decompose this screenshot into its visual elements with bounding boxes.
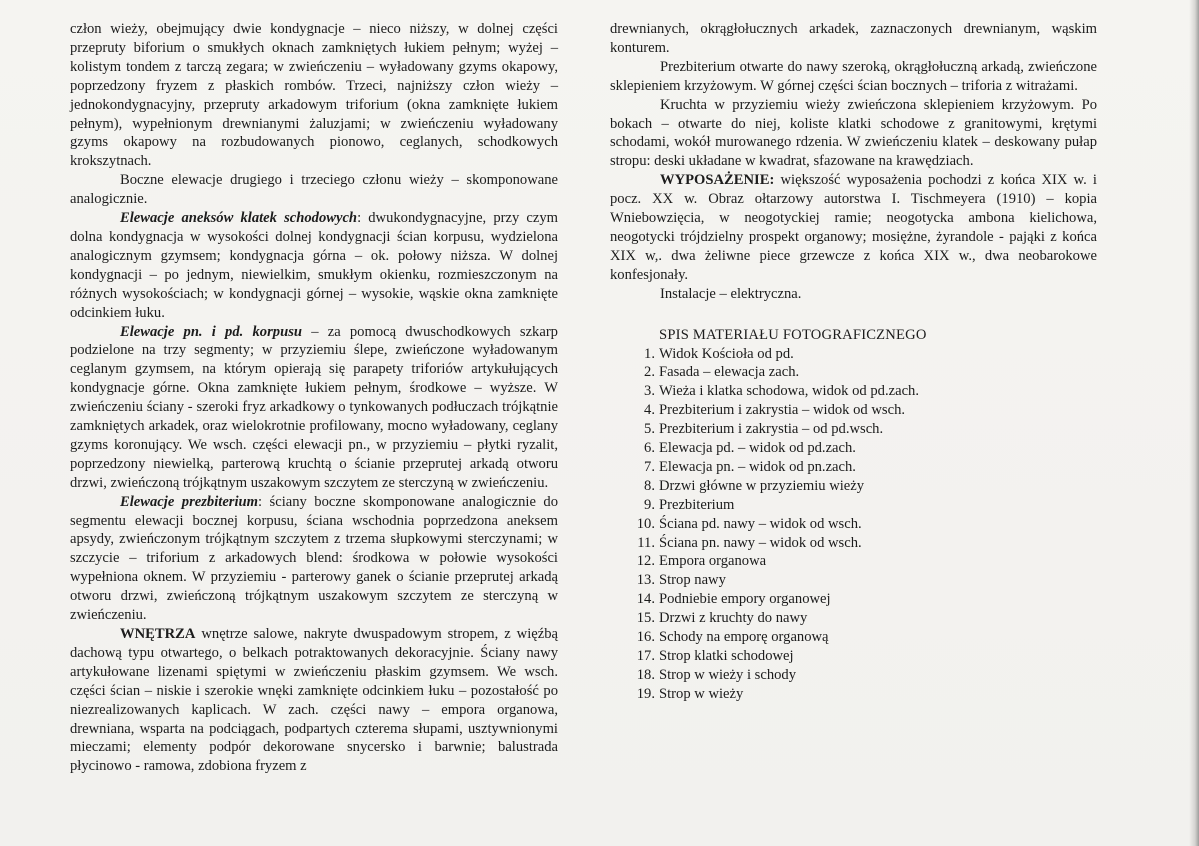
photo-list-number: 13. bbox=[636, 572, 655, 589]
photo-list-item bbox=[610, 439, 1097, 458]
photo-list-item bbox=[610, 515, 1097, 534]
paragraph: drewnianych, okrągłołucznych arkadek, zaznaczonych drewnianym, wąskim konturem. bbox=[610, 21, 1097, 56]
right-column bbox=[610, 20, 1097, 704]
photo-list-text: Strop w wieży bbox=[659, 685, 744, 702]
paragraph: Instalacje – elektryczna. bbox=[660, 285, 802, 302]
paragraph bbox=[70, 625, 558, 776]
paragraph-text: wnętrze salowe, nakryte dwuspadowym stropem, z więźbą dachową typu otwartego, o belkach potraktowanych dekoracyjnie. Ściany nawy artykułowane lizenami spiętymi w zwieńczeniu płaskim gzymsem. We wsch. części ścian – niskie i szerokie wnęki zamknięte odcinkiem łuku – pozostałość po niezrealizowanych kaplicach. W zach. części nawy – empora organowa, drewniana, wsparta na podciągach, podpartych czterema słupami, usztywnionymi mieczami; elementy podpór dekorowane snycersko i barwnie; balustrada płycinowo - ramowa, zdobiona fryzem z bbox=[70, 626, 558, 775]
photo-list-text: Schody na emporę organową bbox=[659, 629, 829, 646]
photo-list-text: Widok Kościoła od pd. bbox=[659, 345, 794, 362]
photo-list-text: Strop w wieży i schody bbox=[659, 666, 797, 683]
photo-list-number: 6. bbox=[644, 440, 655, 457]
photo-list-item bbox=[610, 571, 1097, 590]
photo-list-number: 17. bbox=[636, 648, 655, 664]
photo-list-text: Ściana pn. nawy – widok od wsch. bbox=[659, 534, 862, 551]
photo-list-number: 12. bbox=[636, 553, 655, 570]
photo-list-number: 8. bbox=[644, 477, 655, 494]
photo-list-item bbox=[610, 345, 1097, 364]
photo-list-number: 2. bbox=[644, 364, 655, 381]
photo-list-item bbox=[610, 647, 1097, 666]
photo-list-text: Empora organowa bbox=[659, 553, 767, 570]
photo-list-title: SPIS MATERIAŁU FOTOGRAFICZNEGO bbox=[659, 326, 927, 343]
photo-list-item bbox=[610, 496, 1097, 515]
photo-list-text: Prezbiterium i zakrystia – od pd.wsch. bbox=[659, 421, 884, 438]
photo-list-item bbox=[610, 666, 1097, 685]
photo-list-number: 15. bbox=[636, 610, 655, 627]
section-heading: Elewacje prezbiterium bbox=[120, 493, 259, 510]
photo-list-item bbox=[610, 401, 1097, 420]
photo-list-item bbox=[610, 363, 1097, 382]
photo-list-item bbox=[610, 552, 1097, 571]
photo-list-number: 7. bbox=[644, 458, 655, 475]
photo-list-number: 5. bbox=[644, 421, 655, 438]
left-column bbox=[70, 20, 558, 776]
page-edge-shadow bbox=[1189, 0, 1199, 846]
section-heading: Elewacje aneksów klatek schodowych bbox=[120, 210, 358, 227]
photo-list-number: 3. bbox=[644, 383, 655, 400]
paragraph bbox=[70, 209, 558, 322]
photo-list-item bbox=[610, 685, 1097, 704]
photo-list-item bbox=[610, 420, 1097, 439]
paragraph-text: : ściany boczne skomponowane analogicznie do segmentu elewacji bocznej korpusu, ściana wschodnia poprzedzona aneksem apsydy, zwieńczonym trójkątnym szczytem z trzema słupkowymi sterczynami; w szczycie – triforium z arkadowych blend: środkowa w połowie wysokości wypełniona oknem. W przyziemiu - parterowy ganek o ścianie przeprutej arkadą otworu drzwi, zwieńczoną trójkątnym uszakowym szczytem ze sterczyną w zwieńczeniu. bbox=[70, 493, 558, 624]
paragraph bbox=[610, 171, 1097, 284]
photo-list-text: Elewacja pd. – widok od pd.zach. bbox=[659, 440, 856, 457]
photo-list-number: 18. bbox=[636, 666, 655, 683]
paragraph: Kruchta w przyziemiu wieży zwieńczona sklepieniem krzyżowym. Po bokach – otwarte do niej, koliste klatki schodowe z granitowymi, krętymi schodami, wokół murowanego rdzenia. W zwieńczeniu klatek – deskowany pułap stropu: deski układane w kwadrat, sfazowane na krawędziach. bbox=[610, 96, 1097, 170]
paragraph bbox=[70, 323, 558, 493]
photo-list-number: 9. bbox=[644, 496, 655, 513]
photo-list-number: 19. bbox=[636, 685, 655, 702]
photo-list-text: Prezbiterium bbox=[659, 496, 735, 513]
paragraph-text: – za pomocą dwuschodkowych szkarp podzielone na trzy segmenty; w przyziemiu ślepe, zwieńczone wyładowanym ceglanym gzymsem, na którym opierają się parapety triforiów artykułujących kondygnacje górne. Okna zamknięte łukiem pełnym, środkowe – wyższe. W zwieńczeniu ściany - szeroki fryz arkadkowy o tynkowanych podłuczach trójkątnie zamkniętych arkadek, oraz wielokrotnie profilowany, mocno wyładowany, ceglany gzyms koronujący. We wsch. części elewacji pn., w przyziemiu – płytki ryzalit, poprzedzony niewielką, parterową kruchtą o ścianie przeprutej arkadą otworu drzwi, zwieńczoną trójkątnym uszakowym szczytem ze sterczyną w zwieńczeniu. bbox=[70, 323, 558, 491]
photo-list-text: Wieża i klatka schodowa, widok od pd.zach. bbox=[659, 383, 919, 400]
photo-list-number: 16. bbox=[636, 629, 655, 646]
photo-list-number: 11. bbox=[637, 534, 655, 551]
photo-list-item bbox=[610, 534, 1097, 553]
photo-list-item bbox=[610, 458, 1097, 477]
photo-list-number: 4. bbox=[644, 402, 655, 419]
photo-list-item bbox=[610, 590, 1097, 609]
photo-list-text: Strop nawy bbox=[659, 572, 726, 589]
paragraph: Boczne elewacje drugiego i trzeciego członu wieży – skomponowane analogicznie. bbox=[70, 172, 558, 208]
photo-list-text: Ściana pd. nawy – widok od wsch. bbox=[659, 515, 862, 532]
photo-list-item bbox=[610, 382, 1097, 401]
photo-list-text: Elewacja pn. – widok od pn.zach. bbox=[659, 458, 856, 475]
photo-list-text: Fasada – elewacja zach. bbox=[659, 364, 800, 381]
section-heading: WNĘTRZA bbox=[120, 626, 196, 642]
photo-list-text: Prezbiterium i zakrystia – widok od wsch. bbox=[659, 402, 906, 419]
photo-list-text: Drzwi z kruchty do nawy bbox=[659, 610, 808, 627]
photo-list bbox=[610, 345, 1097, 704]
photo-list-item bbox=[610, 628, 1097, 647]
photo-list-text: Strop klatki schodowej bbox=[659, 648, 794, 664]
photo-list-item bbox=[610, 609, 1097, 628]
photo-list-text: Drzwi główne w przyziemiu wieży bbox=[659, 477, 865, 494]
paragraph bbox=[70, 493, 558, 625]
paragraph-text: większość wyposażenia pochodzi z końca XIX w. i pocz. XX w. Obraz ołtarzowy autorstwa I. Tischmeyera (1910) – kopia Wniebowzięcia, w neogotyckiej ramie; neogotycka ambona kielichowa, neogotycki trójdzielny prospekt organowy; mosiężne, żyrandole - pająki z końca XIX w,. dwa żeliwne piece grzewcze z końca XIX w., dwa neobarokowe konfesjonały. bbox=[610, 172, 1097, 283]
paragraph: człon wieży, obejmujący dwie kondygnacje – nieco niższy, w dolnej części przepruty biforium o smukłych oknach zamkniętych łukiem pełnym; wyżej – kolistym tondem z tarczą zegara; w zwieńczeniu – wyładowany gzyms okapowy, poprzedzony fryzem z płaskich rombów. Trzeci, najniższy człon wieży – jednokondygnacyjny, przepruty arkadowym triforium (okna zamknięte łukiem pełnym), wypełnionym drewnianymi żaluzjami; w zwieńczeniu wyładowany gzyms okapowy na rozbudowanych pionowo, ceglanych, schodkowych krokszytnach. bbox=[70, 21, 558, 170]
photo-list-text: Podniebie empory organowej bbox=[659, 591, 831, 608]
paragraph: Prezbiterium otwarte do nawy szeroką, okrągłołuczną arkadą, zwieńczone sklepieniem krzyżowym. W górnej części ścian bocznych – triforia z witrażami. bbox=[610, 58, 1097, 94]
photo-list-item bbox=[610, 477, 1097, 496]
photo-list-number: 10. bbox=[636, 515, 655, 532]
section-heading: WYPOSAŻENIE: bbox=[660, 172, 775, 189]
section-heading: Elewacje pn. i pd. korpusu bbox=[120, 323, 302, 340]
photo-list-number: 14. bbox=[636, 591, 655, 608]
paragraph-text: : dwukondygnacyjne, przy czym dolna kondygnacja w wysokości dolnej kondygnacji ścian korpusu, wydzielona analogicznym gzymsem; kondygnacja górna – ok. połowy niższa. W dolnej kondygnacji – po jednym, niewielkim, smukłym okienku, rozmieszczonym na różnych wysokościach; w kondygnacji górnej – wysokie, wąskie okna zamknięte odcinkiem łuku. bbox=[70, 210, 558, 321]
photo-list-number: 1. bbox=[644, 345, 655, 362]
